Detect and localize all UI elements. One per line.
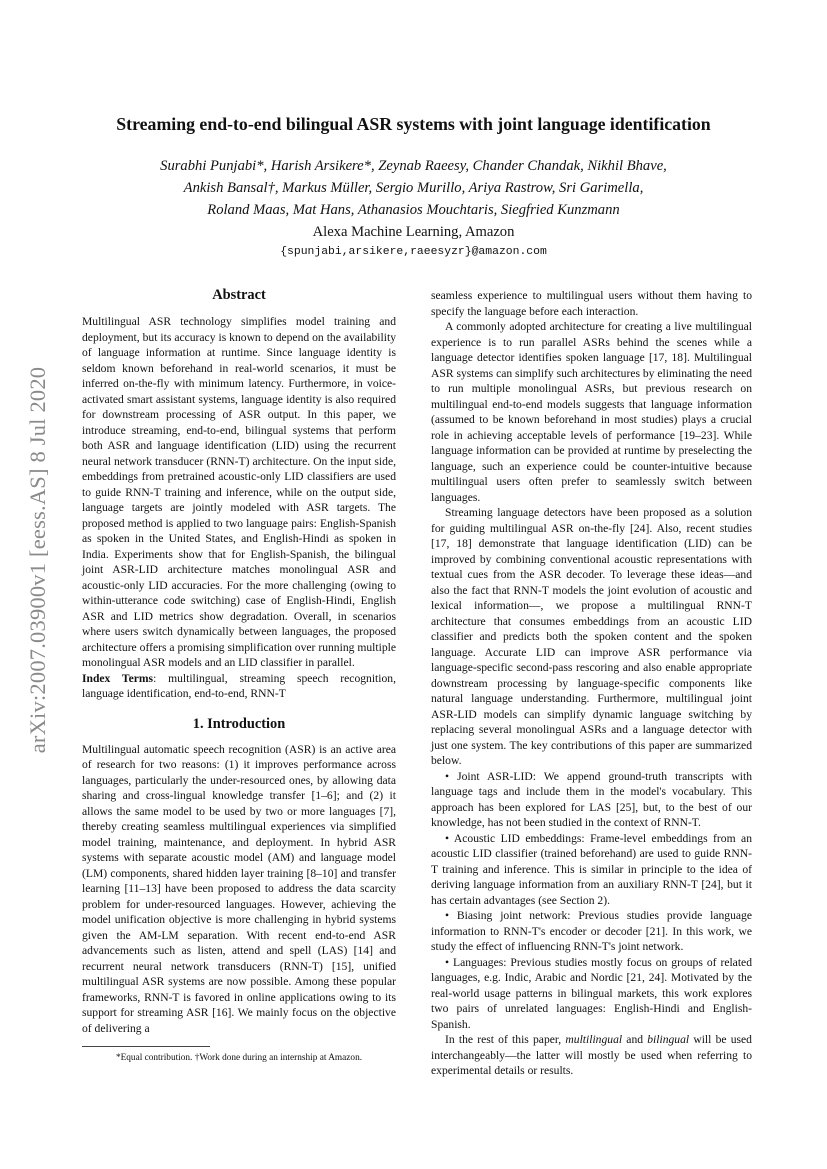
- index-terms-text: : multilingual, streaming speech recognition, language identification, end-to-end, RNN-T: [82, 671, 396, 700]
- abstract-heading: Abstract: [212, 287, 266, 303]
- footnote: *Equal contribution. †Work done during an internship at Amazon.: [115, 1053, 363, 1063]
- index-terms-label: Index Terms: [82, 671, 154, 685]
- intro-paragraph-continued: seamless experience to multilingual users without them having to specify the language before each interaction.: [431, 289, 752, 318]
- author-line-1: Surabhi Punjabi*, Harish Arsikere*, Zeynab Raeesy, Chander Chandak, Nikhil Bhave,: [160, 158, 667, 174]
- affiliation: Alexa Machine Learning, Amazon: [312, 224, 515, 240]
- author-line-2: Ankish Bansal†, Markus Müller, Sergio Murillo, Ariya Rastrow, Sri Garimella,: [183, 180, 644, 196]
- paper-title: Streaming end-to-end bilingual ASR systems with joint language identification: [116, 114, 711, 134]
- footnote-rule: [82, 1046, 210, 1047]
- term-multilingual: multilingual: [565, 1033, 623, 1046]
- contribution-languages: • Languages: Previous studies mostly focus on groups of related languages, e.g. Indic, Arabic and Nordic [21, 24]. Motivated by the real-world usage patterns in bilingual markets, this work explores two pairs of unrelated languages: English-Hindi and English-Spanish.: [431, 955, 752, 1031]
- introduction-paragraph-1: Multilingual automatic speech recognition (ASR) is an active area of research for two reasons: (1) it improves performance across languages, particularly the under-resourced ones, by allowing data sharing and cross-lingual knowledge transfer [1–6]; and (2) it allows the same model to be used by two or more languages [7], thereby creating seamless multilingual experiences via simplified model training, maintenance, and deployment. In hybrid ASR systems with separate acoustic model (AM) and language model (LM) components, shared hidden layer training [8–10] and transfer learning [11–13] have been proposed to address the data scarcity problem for under-resourced languages. However, achieving the model unification objective is more challenging in hybrid systems given the AM-LM separation. With recent end-to-end ASR advancements such as listen, attend and spell (LAS) [14] and recurrent neural network transducers (RNN-T) [15], unified multilingual ASR systems are now possible. Among these popular frameworks, RNN-T is favored in online applications owing to its support for streaming ASR [16]. We mainly focus on the objective of delivering a: [82, 742, 396, 1035]
- intro-paragraph-3: Streaming language detectors have been proposed as a solution for guiding multilingual ASR on-the-fly [24]. Also, recent studies [17, 18] demonstrate that language identification (LID) can be improved by combining conventional acoustic representations with textual cues from the ASR decoder. To leverage these ideas—and also the fact that RNN-T models the joint evolution of acoustic and lexical information—, we propose a multilingual RNN-T architecture that consumes embeddings from an acoustic LID classifier and predicts both the spoken content and the spoken language. Accurate LID can improve ASR performance via language-specific second-pass rescoring and also enable appropriate downstream processing by language-specific components like natural language understanding. Furthermore, multilingual joint ASR-LID models can simplify dynamic language switching by replacing several monolingual ASRs and a language detector with just one system. The key contributions of this paper are summarized below.: [431, 506, 752, 767]
- contribution-joint-asr-lid: • Joint ASR-LID: We append ground-truth transcripts with language tags and include them in the model's vocabulary. This approach has been explored for LAS [25], but, to the best of our knowledge, has not been studied in the context of RNN-T.: [431, 769, 752, 829]
- intro-paragraph-final: In the rest of this paper, multilingual and bilingual will be used interchangeably—the latter will mostly be used when referring to experimental details or results.: [431, 1033, 752, 1077]
- author-list: [60, 155, 767, 221]
- author-line-3: Roland Maas, Mat Hans, Athanasios Mouchtaris, Siegfried Kunzmann: [207, 202, 620, 218]
- left-column: [82, 287, 396, 1036]
- introduction-heading: 1. Introduction: [192, 715, 286, 732]
- index-terms: [82, 671, 396, 702]
- contribution-acoustic-lid-embeddings: • Acoustic LID embeddings: Frame-level embeddings from an acoustic LID classifier (trained beforehand) are used to guide RNN-T training and inference. This is similar in principle to the idea of deriving language information from an auxiliary RNN-T [24], but it has certain advantages (see Section 2).: [431, 831, 752, 907]
- term-bilingual: bilingual: [647, 1033, 690, 1046]
- abstract-text: Multilingual ASR technology simplifies model training and deployment, but its accuracy is known to depend on the availability of language information at runtime. Since language identity is seldom known beforehand in real-world scenarios, it must be inferred on-the-fly with minimum latency. Furthermore, in voice-activated smart assistant systems, language identity is also required for downstream processing of ASR output. In this paper, we introduce streaming, end-to-end, bilingual systems that perform both ASR and language identification (LID) using the recurrent neural network transducer (RNN-T) architecture. On the input side, embeddings from pretrained acoustic-only LID classifiers are used to guide RNN-T training and inference, while on the output side, language targets are jointly modeled with ASR targets. The proposed method is applied to two language pairs: English-Spanish as spoken in the United States, and English-Hindi as spoken in India. Experiments show that for English-Spanish, the bilingual joint ASR-LID architecture matches monolingual ASR and acoustic-only LID accuracies. For the more challenging (owing to within-utterance code switching) case of English-Hindi, English ASR and LID metrics show degradation. Overall, in scenarios where users switch dynamically between languages, the proposed architecture offers a promising simplification over running multiple monolingual ASR models and an LID classifier in parallel.: [82, 315, 396, 669]
- right-column: [431, 288, 752, 1079]
- contribution-biasing-joint-network: • Biasing joint network: Previous studies provide language information to RNN-T's encoder or decoder [21]. In this work, we study the effect of influencing RNN-T's joint network.: [431, 909, 752, 953]
- arxiv-identifier: arXiv:2007.03900v1 [eess.AS] 8 Jul 2020: [25, 366, 50, 754]
- arxiv-sidebar-stamp: [18, 360, 58, 760]
- author-emails: {spunjabi,arsikere,raeesyzr}@amazon.com: [280, 246, 547, 258]
- intro-paragraph-2: A commonly adopted architecture for creating a live multilingual experience is to run parallel ASRs behind the scenes while a language detector identifies spoken language [17, 18]. Multilingual ASR systems can simplify such architectures by eliminating the need to run multiple monolingual ASRs, but previous research on multilingual end-to-end models suggests that language information (assumed to be known beforehand in most studies) plays a crucial role in achieving acceptable levels of performance [19–23]. While language information can be provided at runtime by preselecting the language, such an experience could be counter-intuitive because multilingual users often prefer to seamlessly switch between languages.: [431, 320, 753, 504]
